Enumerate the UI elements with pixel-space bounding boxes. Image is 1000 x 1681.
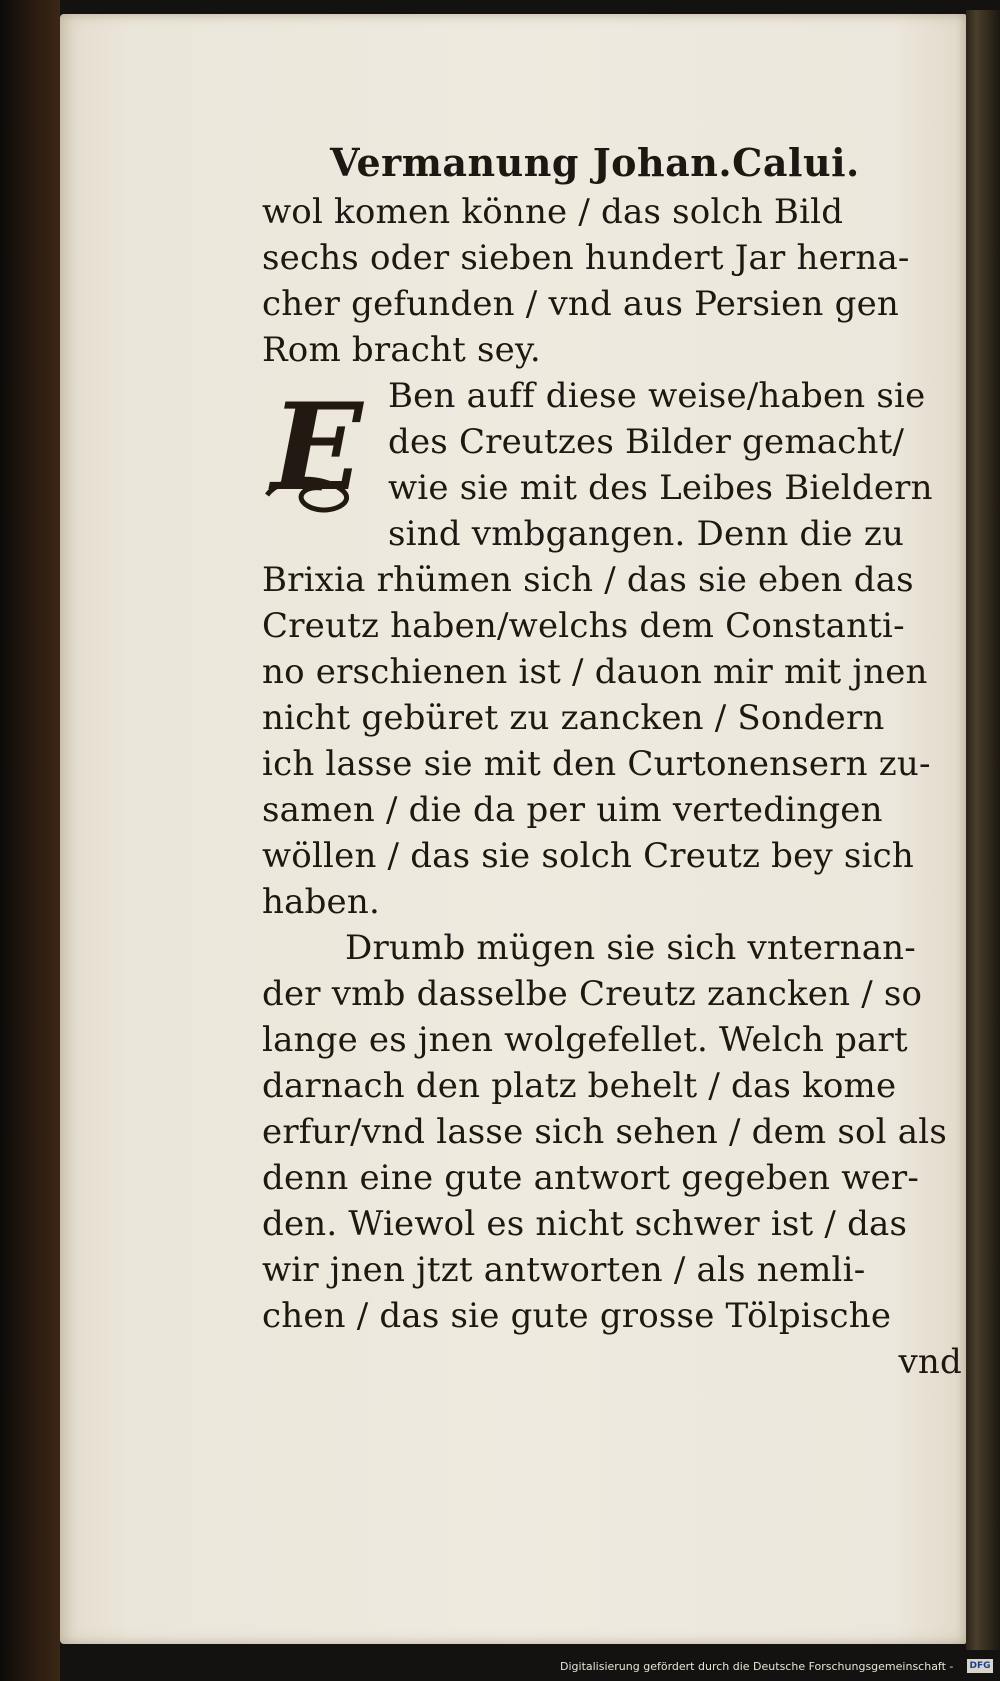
text-line: wir jnen jtzt antworten / als nemli- [262, 1250, 866, 1290]
text-line: wie sie mit des Leibes Bieldern [388, 468, 933, 508]
decorated-initial: E [271, 377, 363, 518]
text-line: ich lasse sie mit den Curtonensern zu- [262, 744, 931, 784]
text-line: Brixia rhümen sich / das sie eben das [262, 560, 914, 600]
text-line: Ben auff diese weise/haben sie [388, 376, 926, 416]
scanner-backdrop [0, 0, 60, 1681]
dfg-logo-icon: DFG [967, 1659, 993, 1673]
text-line: darnach den platz behelt / das kome [262, 1066, 897, 1106]
text-line: lange es jnen wolgefellet. Welch part [262, 1020, 908, 1060]
text-line: Drumb mügen sie sich vnternan- [345, 928, 916, 968]
text-line: denn eine gute antwort gegeben wer- [262, 1158, 920, 1198]
text-line: der vmb dasselbe Creutz zancken / so [262, 974, 923, 1014]
text-line: nicht gebüret zu zancken / Sondern [262, 698, 885, 738]
text-line: den. Wiewol es nicht schwer ist / das [262, 1204, 908, 1244]
text-line: sechs oder sieben hundert Jar herna- [262, 238, 910, 278]
text-line: Rom bracht sey. [262, 330, 541, 370]
text-line: chen / das sie gute grosse Tölpische [262, 1296, 892, 1336]
text-line: vnd [898, 1342, 962, 1382]
text-line: no erschienen ist / dauon mir mit jnen [262, 652, 928, 692]
text-line: haben. [262, 882, 380, 922]
text-line: des Creutzes Bilder gemacht/ [388, 422, 905, 462]
running-title: Vermanung Johan.Calui. [330, 140, 860, 185]
digitization-credit: Digitalisierung gefördert durch die Deutsche Forschungsgemeinschaft - [560, 1660, 954, 1673]
text-line: wol komen könne / das solch Bild [262, 192, 844, 232]
text-line: erfur/vnd lasse sich sehen / dem sol als [262, 1112, 947, 1152]
text-line: samen / die da per uim vertedingen [262, 790, 883, 830]
text-line: sind vmbgangen. Denn die zu [388, 514, 905, 554]
text-line: wöllen / das sie solch Creutz bey sich [262, 836, 914, 876]
text-line: cher gefunden / vnd aus Persien gen [262, 284, 899, 324]
page-gutter-edge [966, 10, 1000, 1650]
text-line: Creutz haben/welchs dem Constanti- [262, 606, 905, 646]
initial-swash-ornament [262, 470, 372, 520]
